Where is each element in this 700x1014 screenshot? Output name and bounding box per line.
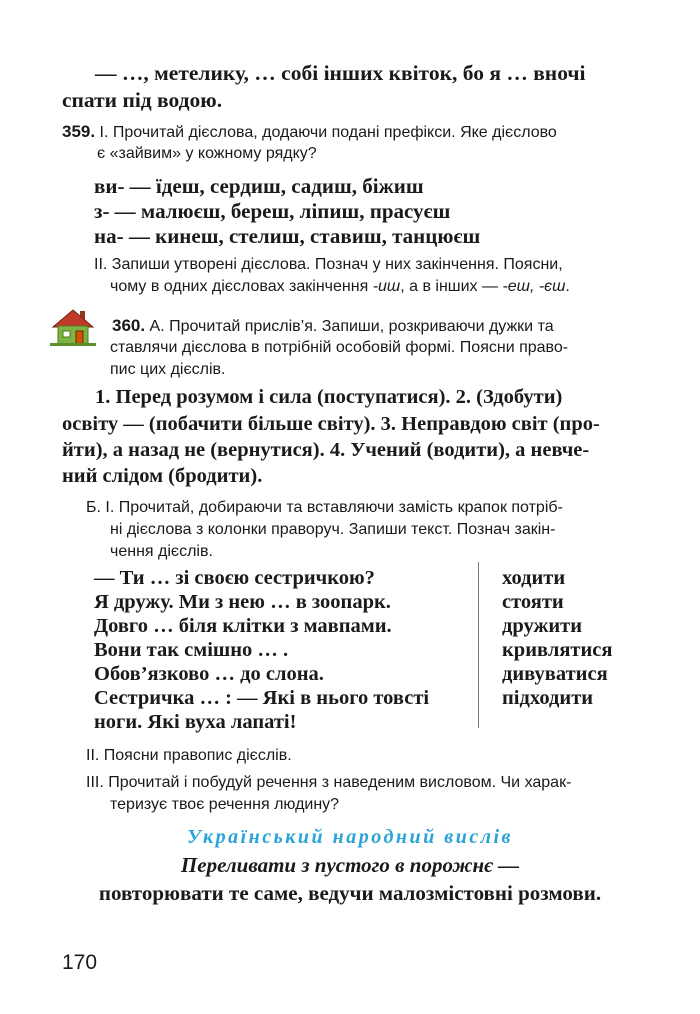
text-part: чому в одних дієсловах закінчення [110,278,373,295]
instruction-text: А. Прочитай прислів’я. Запиши, розкриваючи дужки та [149,318,554,335]
verb-row: на- — кинеш, стелиш, ставиш, танцюєш [94,224,481,248]
instruction-text: теризує твоє речення людину? [110,796,340,813]
verb-row: ви- — їдеш, сердиш, садиш, біжиш [94,174,424,198]
verb-option: підходити [502,687,594,709]
instruction-text: ні дієслова з колонки праворуч. Запиши текст. Познач закін- [110,521,556,538]
ending-example: -иш [372,278,401,295]
home-icon [50,307,96,347]
verb-row: з- — малюєш, береш, ліпиш, прасуєш [94,199,451,223]
task-360-instruction [112,315,554,338]
dialog-line: — Ти … зі своєю сестричкою? [94,567,375,589]
task-359-instruction [62,121,557,144]
proverb-line: освіту — (побачити більше світу). 3. Неправдою світ (про- [62,413,600,435]
instruction-text [110,276,570,298]
instruction-text: Б. І. Прочитай, добираючи та вставляючи замість крапок потріб- [86,499,563,516]
verb-option: дружити [502,615,583,637]
saying-heading: Український народний вислів [187,826,513,848]
instruction-text: пис цих дієслів. [110,361,226,378]
task-number: 359. [62,122,96,141]
instruction-text: ІІ. Запиши утворені дієслова. Познач у них закінчення. Поясни, [94,256,563,273]
verb-option: ходити [502,567,566,589]
text-line: — …, метелику, … собі інших квіток, бо я … вночі [95,61,586,85]
text-part: , а в інших — [400,278,503,295]
ending-example: -еш, -єш [502,278,566,295]
page-number: 170 [62,951,98,974]
instruction-text: ІІІ. Прочитай і побудуй речення з наведеним висловом. Чи харак- [86,774,572,791]
text-part: . [565,278,570,295]
verb-option: дивуватися [502,663,608,685]
dialog-line: Довго … біля клітки з мавпами. [94,615,392,637]
dialog-line: Я дружу. Ми з нею … в зоопарк. [94,591,391,613]
task-number: 360. [112,316,146,335]
dialog-line: Обов’язково … до слона. [94,663,324,685]
saying-definition: повторювати те саме, ведучи малозмістовні розмови. [98,881,602,905]
verb-option: стояти [502,591,564,613]
instruction-text: І. Прочитай дієслова, додаючи подані префікси. Яке дієслово [99,124,557,141]
proverb-line: ний слідом (бродити). [62,465,263,487]
instruction-text: є «зайвим» у кожному рядку? [97,145,317,162]
proverb-line: йти), а назад не (вернутися). 4. Учений (водити), а невче- [62,439,590,461]
saying-phrase: Переливати з пустого в порожнє — [180,853,520,877]
instruction-text: чення дієслів. [110,543,213,560]
proverb-line: 1. Перед розумом і сила (поступатися). 2. (Здобути) [95,386,563,408]
column-divider [478,562,479,728]
instruction-text: ставлячи дієслова в потрібній особовій формі. Поясни право- [110,339,569,356]
instruction-text: ІІ. Поясни правопис дієслів. [86,747,292,764]
dialog-line: Сестричка … : — Які в нього товсті [94,687,430,709]
text-line: спати під водою. [62,88,223,112]
verb-option: кривлятися [502,639,613,661]
dialog-line: ноги. Які вуха лапаті! [94,711,297,733]
dialog-line: Вони так смішно … . [94,639,289,661]
